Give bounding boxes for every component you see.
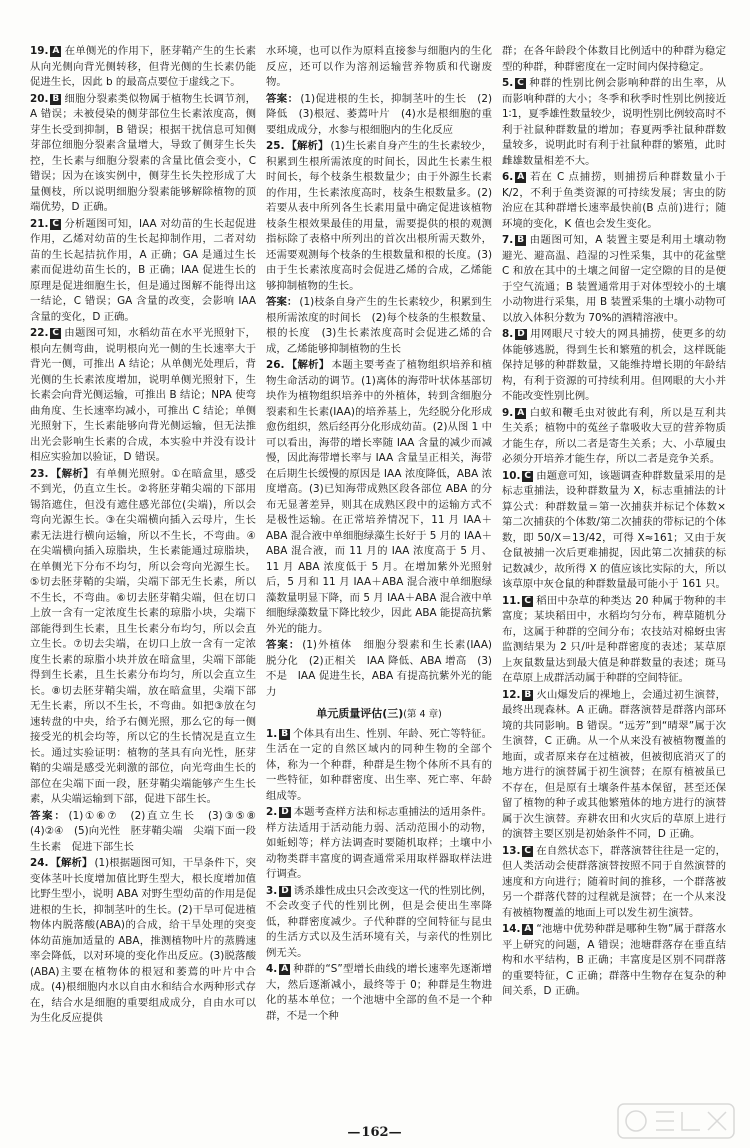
answer-tag: 答案： xyxy=(266,639,301,651)
answer-entry xyxy=(266,92,492,139)
answer-entry xyxy=(30,44,256,91)
answer-entry xyxy=(30,809,267,856)
question-number: 19. xyxy=(30,45,49,57)
answer-text: 本题考查样方法和标志重捕法的适用条件。样方法适用于活动能力弱、活动范围小的动物，如蚯蚓等；样方法调查时要随机取样；土壤中小动物类群丰富度的调查通常采用取样器取样法进行调查。 xyxy=(266,806,492,880)
answer-text: 分析题图可知，IAA 对幼苗的生长起促进作用，乙烯对幼苗的生长起抑制作用，二者对幼苗的生长起拮抗作用，A 正确；GA 是通过生长素而促进幼苗生长的，B 正确；IAA 促进生长的原理是促进细胞生长，但是通过图解不能得出这一结论，C 错误；GA 含量的改变，会影响 IAA 含量的变化，D 正确。 xyxy=(30,217,256,323)
question-number: 24. xyxy=(30,857,49,869)
answer-entry xyxy=(502,469,726,593)
answer-letter-badge: A xyxy=(52,46,60,56)
answer-text: 由题图可知，水稻幼苗在水平光照射下，根向左侧弯曲，说明根向光一侧的生长速率大于背光一侧，可推出 A 结论；从单侧光处理后，背光侧的生长素浓度增加，说明单侧光照射下，生长素会向背光侧运输，可推出 B 结论；NPA 使弯曲角度、生长速率均减小，可推出 C 结论；单侧光照射下，生长素能够向背光侧运输，但无法推出光会影响生长素的合成，本实验中并没有设计相应实验加以验证，D 错误。 xyxy=(30,327,256,463)
section-title: 单元质量评估(三) xyxy=(316,707,404,720)
answer-text: (1)外植体 细胞分裂素和生长素(IAA) 脱分化 (2)正相关 IAA 降低、ABA 增高 (3)不是 IAA 促进生长，ABA 有提高抗紫外光的能力 xyxy=(266,639,503,698)
answer-text: 稻田中杂草的种类达 20 种属于物种的丰富度；某块稻田中，水稻均匀分布，稗草随机分布，这属于种群的空间分布；农技站对棉蚜虫害监测结果为 2 只/叶是种群密度的表述；某草原上灰鼠数量达到最大值是种群数量的表述；斑马在草原上成群活动属于种群的空间特征。 xyxy=(502,594,726,684)
answer-entry xyxy=(502,170,726,232)
answer-entry xyxy=(266,44,492,91)
answer-text: 在单侧光的作用下，胚芽鞘产生的生长素从向光侧向背光侧转移，但背光侧的生长素仍能促进生长，因此 b 的最高点要位于虚线之下。 xyxy=(30,45,256,88)
answer-entry xyxy=(30,467,256,808)
question-number: 7. xyxy=(502,234,514,246)
column-right xyxy=(502,44,726,1114)
question-number: 26. xyxy=(266,359,285,371)
answer-tag: 【解析】 xyxy=(50,467,94,480)
answer-text: 本题主要考查了植物组织培养和植物生命活动的调节。(1)离体的海带叶状体基部切块作为植物组织培养中的外植体，转到含细胞分裂素和生长素(IAA)的培养基上，先经脱分化形成愈伤组织，然后经再分化形成幼苗。(2)从图 1 中可以看出，海带的增长率随 IAA 含量的减少而减慢，因此海带增长率与 IAA 含量呈正相关，海带在后期生长缓慢的原因是 IAA 浓度降低，ABA 浓度增高。(3)已知海带成熟区段各部位 ABA 的分布无显著差异，则其在成熟区段中的运输方式不是极性运输。在正常培养情况下，11 月 IAA＋ABA 混合液中单细胞绿藻生长好于 5 月的 IAA＋ABA 混合液，而 11 月的 IAA 浓度高于 5 月、11 月 ABA 浓度低于 5 月。在增加紫外光照射后，5 月和 11 月 IAA＋ABA 混合液中单细胞绿藻数量明显下降，而 5 月 IAA＋ABA 混合液中单细胞绿藻数量下降比较少，因此 ABA 能提高抗紫外光的能力。 xyxy=(266,359,493,635)
question-number: 6. xyxy=(502,171,514,183)
answer-entry xyxy=(30,856,256,1027)
answer-entry xyxy=(502,844,726,922)
answer-text: 在自然状态下，群落演替往往是一定的，但人类活动会使群落演替按照不同于自然演替的速度和方向进行；随着时间的推移，一个群落被另一个群落代替的过程就是演替；在一个从来没有被植物覆盖的地面上可以发生初生演替。 xyxy=(502,844,726,919)
answer-text: (1)枝条自身产生的生长素较少，积累到生根所需浓度的时间长 (2)每个枝条的生根数量、根的长度 (3)生长素浓度高时会促进乙烯的合成，乙烯能够抑制植物的生长 xyxy=(266,296,493,355)
question-number: 11. xyxy=(502,594,521,607)
question-number: 2. xyxy=(266,806,278,818)
question-number: 1. xyxy=(266,727,278,740)
answer-tag: 答案： xyxy=(266,296,298,308)
answer-tag: 答案： xyxy=(266,92,299,105)
answer-entry xyxy=(266,295,492,357)
answer-text: 诱杀雄性成虫只会改变这一代的性别比例，不会改变子代的性别比例，但是会使出生率降低，种群密度减少。子代种群的空间特征与昆虫的生活方式以及生活环境有关，与亲代的性别比例无关。 xyxy=(266,884,492,959)
answer-entry xyxy=(266,727,492,805)
answer-entry xyxy=(30,326,256,466)
answer-letter-badge: B xyxy=(52,93,60,104)
answer-entry xyxy=(502,76,726,169)
answer-text: 水环境，也可以作为原料直接参与细胞内的生化反应，还可以作为溶剂运输营养物质和代谢废物。 xyxy=(266,45,492,88)
question-number: 10. xyxy=(502,469,521,482)
answer-entry xyxy=(30,217,256,326)
section-heading xyxy=(266,706,492,723)
answer-entry xyxy=(502,327,726,405)
answer-entry xyxy=(502,922,726,1000)
answer-entry xyxy=(502,406,726,468)
watermark-logo xyxy=(616,1100,736,1142)
answer-text: (1)生长素自身产生的生长素较少，积累到生根所需浓度的时间长，因此生长素生根时间长，每个枝条生根数量少；由于外源生长素的作用，生长素浓度高时，枝条生根数量多。(2)若要从表中所列各生长素用量中确定促进该植物枝条生根效果最佳的用量，需要提供的根的观测指标除了表格中所列出的首次出根所需天数外，还需要观测每个枝条的生根数量和根的长度。(3)由于生长素浓度高时会促进乙烯的合成，乙烯能够抑制植物的生长。 xyxy=(266,140,493,292)
answer-entry xyxy=(502,44,726,75)
answer-text: 群；在各年龄段个体数目比例适中的种群为稳定型的种群，种群密度在一定时间内保持稳定。 xyxy=(502,45,726,73)
answer-letter-badge: C xyxy=(52,328,60,338)
answer-text: 种群的“S”型增长曲线的增长速率先逐渐增大，然后逐渐减小，最终等于 0；种群是生物进化的基本单位；一个池塘中全部的鱼不是一个种群，不是一个种 xyxy=(266,963,492,1022)
answer-entry xyxy=(266,805,492,883)
question-number: 9. xyxy=(502,406,514,419)
answer-entry xyxy=(502,688,726,843)
section-subtitle: (第 4 章) xyxy=(403,709,442,720)
question-number: 14. xyxy=(502,923,521,935)
answer-entry xyxy=(30,92,256,216)
answer-letter-badge: C xyxy=(517,78,524,88)
answer-letter-badge: D xyxy=(281,807,289,817)
answer-letter-badge: B xyxy=(281,728,289,739)
answer-text: (1)①⑥⑦ (2)直立生长 (3)③⑤⑧ (4)②④ (5)向光性 胚芽鞘尖端 尖端下面一段 生长素 促进下部生长 xyxy=(30,809,267,853)
answer-letter-badge: B xyxy=(517,235,525,245)
question-number: 13. xyxy=(502,844,521,857)
answer-text: 细胞分裂素类似物属于植物生长调节剂，A 错误；未被侵染的侧芽部位生长素浓度高，侧芽生长受到抑制，B 错误；根据干扰信息可知侧芽部位细胞分裂素含量增大，导致了侧芽生长失控，生长素与细胞分裂素的含量比值会变小，C 错误；因为在该实例中，侧芽生长失控形成了大量侧枝，所以说明细胞分裂素能够解除植物的顶端优势，D 正确。 xyxy=(30,92,256,213)
answer-letter-badge: D xyxy=(517,329,525,339)
answer-text: 由题图可知，A 装置主要是利用土壤动物避光、避高温、趋湿的习性采集，其中的花盆壁 C 和放在其中的土壤之间留一定空隙的目的是便于空气流通；B 装置通常用于对体型较小的土壤小动物进行采集，用 B 装置采集的土壤小动物可以放入体积分数为 70%的酒精溶液中。 xyxy=(502,234,726,324)
answer-entry xyxy=(502,594,726,687)
text-columns xyxy=(30,44,734,1114)
column-left xyxy=(30,44,267,1114)
answer-entry xyxy=(502,233,726,326)
answer-tag: 【解析】 xyxy=(50,857,93,869)
answer-tag: 【解析】 xyxy=(286,140,329,152)
answer-letter-badge: A xyxy=(281,964,289,974)
answer-text: 种群的性别比例会影响种群的出生率，从而影响种群的大小；冬季和秋季时性别比例接近 1∶1，夏季雄性数量较少，说明性别比例较高时不利于社鼠种群数量的增加；春夏两季社鼠种群数量较多，说明此时有利于社鼠种群的繁殖，此时雌雄数量相差不大。 xyxy=(502,77,726,167)
page-number: —162— xyxy=(347,1125,403,1140)
answer-text: (1)根据题图可知，干旱条件下，突变体茎叶长度增加值比野生型大，根长度增加值比野生型小，说明 ABA 对野生型幼苗的作用是促进根的生长，抑制茎叶的生长。(2)干旱可促进植物体内脱落酸(ABA)的合成，给干旱处理的突变体幼苗施加适量的 ABA，推测植物叶片的蒸腾速率会降低，以对环境的变化作出反应。(3)脱落酸(ABA)主要在植物体的根冠和萎蔫的叶片中合成。(4)根细胞内水以自由水和结合水两种形式存在，结合水是细胞的重要组成成分，自由水可以为生化反应提供 xyxy=(30,857,257,1024)
answer-text: (1)促进根的生长，抑制茎叶的生长 (2)降低 (3)根冠、萎蔫叶片 (4)水是根细胞的重要组成成分，水参与根细胞内的生化反应 xyxy=(266,92,493,136)
answer-text: 若在 C 点捕捞，则捕捞后种群数量小于 K/2，不利于鱼类资源的可持续发展；害虫的防治应在其种群增长速率最快前(B 点前)进行；随环境的变化，K 值也会发生变化。 xyxy=(502,171,726,230)
question-number: 21. xyxy=(30,217,49,230)
answer-letter-badge: C xyxy=(524,595,532,606)
question-number: 5. xyxy=(502,77,514,89)
answer-text: 火山爆发后的裸地上，会通过初生演替，最终出现森林。A 正确。群落演替是群落内部环境的共同影响。B 错误。“远芳”到“晴翠”属于次生演替，C 正确。从一个从来没有被植物覆盖的地面，或者原来存在过植被，但被彻底消灭了的地方进行的演替属于初生演替；在原有植被虽已不存在，但是原有土壤条件基本保留，甚至还保留了植物的种子或其他繁殖体的地方进行的演替属于次生演替。弃耕农田和火灾后的草原上进行的演替主要区别是初始条件不同，D 正确。 xyxy=(502,688,726,840)
page-number-value: 162 xyxy=(361,1125,389,1140)
column-middle xyxy=(266,44,503,1114)
question-number: 22. xyxy=(30,327,49,339)
answer-letter-badge: A xyxy=(524,924,532,934)
answer-entry xyxy=(266,139,492,294)
answer-entry xyxy=(266,638,503,700)
question-number: 20. xyxy=(30,92,49,105)
question-number: 8. xyxy=(502,328,514,340)
answer-letter-badge: A xyxy=(517,172,525,182)
answer-text: 有单侧光照射。①在暗盒里，感受不到光，仍直立生长。②将胚芽鞘尖端的下部用锡箔遮住，但没有遮住感光部位(尖端)，所以会弯向光源生长。③在尖端横向插入云母片，生长素无法进行横向运输，所以不生长，不弯曲。④在尖端横向插入琼脂块，生长素能通过琼脂块，在单侧光下分布不均匀，所以会弯向光源生长。⑤切去胚芽鞘的尖端，尖端下部无生长素，所以不生长，不弯曲。⑥切去胚芽鞘尖端，但在切口上放一含有一定浓度生长素的琼脂小块，尖端下部能得到生长素，且生长素分布均匀，所以会直立生长。⑦切去尖端，在切口上放一含有一定浓度生长素的琼脂小块并放在暗盒里，尖端下部能得到生长素，且生长素分布均匀，所以会直立生长。⑧切去胚芽鞘尖端，放在暗盒里，尖端下部无生长素，所以不生长，不弯曲。如把③放在匀速转盘的中央，给予右侧光照，那么它的每一侧接受光的机会均等，所以它的生长情况是直立生长。通过实验证明：植物的茎具有向光性，胚芽鞘的尖端是感受光刺激的部位，向光弯曲生长的部位在尖端下面一段，胚芽鞘尖端能够产生生长素，从尖端运输到下部，促进下部生长。 xyxy=(30,467,256,805)
answer-entry xyxy=(266,884,492,962)
answer-entry xyxy=(266,358,492,637)
answer-letter-badge: B xyxy=(524,689,532,700)
question-number: 25. xyxy=(266,140,285,152)
answer-letter-badge: C xyxy=(524,470,532,481)
answer-text: 个体具有出生、性别、年龄、死亡等特征。生活在一定的自然区域内的同种生物的全部个体，称为一个种群，种群是生物个体所不具有的一些特征，如种群密度、出生率、死亡率、年龄组成等。 xyxy=(266,727,492,802)
answer-text: “池塘中优势种群是哪种生物”属于群落水平上研究的问题，A 错误；池塘群落存在垂直结构和水平结构，B 正确；丰富度是区别不同群落的重要特征，C 正确；群落中生物存在复杂的种间关系，D 正确。 xyxy=(502,923,726,997)
question-number: 12. xyxy=(502,688,521,701)
question-number: 4. xyxy=(266,963,278,975)
answer-letter-badge: D xyxy=(281,885,289,896)
answer-text: 由题意可知，该题调查种群数量采用的是标志重捕法，设种群数量为 X，标志重捕法的计算公式：种群数量＝第一次捕获并标记个体数×第二次捕获的个体数/第二次捕获的带标记的个体数，即 50/X＝13/42，可得 X≈161；又由于灰仓鼠被捕一次后更难捕捉，因此第二次捕获的标记数减少，故所得 X 的值应该比实际的大，所以该草原中灰仓鼠的种群数量最可能小于 161 只。 xyxy=(502,469,726,590)
answer-text: 白蚁和鞭毛虫对彼此有利，所以是互利共生关系；植物中的菟丝子靠吸收大豆的营养物质才能生存，所以二者是寄生关系；大、小草履虫必须分开培养才能生存，所以二者是竞争关系。 xyxy=(502,406,726,465)
answer-tag: 答案： xyxy=(30,809,67,822)
answer-text: 用网眼尺寸较大的网具捕捞，使更多的幼体能够逃脱，得到生长和繁殖的机会，这样既能保持足够的种群数量，又能维持增长期的年龄结构，有利于资源的可持续利用。但网眼的大小并不能改变性别比例。 xyxy=(502,328,726,402)
question-number: 23. xyxy=(30,467,49,480)
question-number: 3. xyxy=(266,884,278,897)
answer-letter-badge: C xyxy=(52,218,60,229)
answer-entry xyxy=(266,962,492,1024)
answer-letter-badge: A xyxy=(517,407,525,418)
answer-letter-badge: C xyxy=(524,845,532,856)
answer-tag: 【解析】 xyxy=(286,359,330,371)
